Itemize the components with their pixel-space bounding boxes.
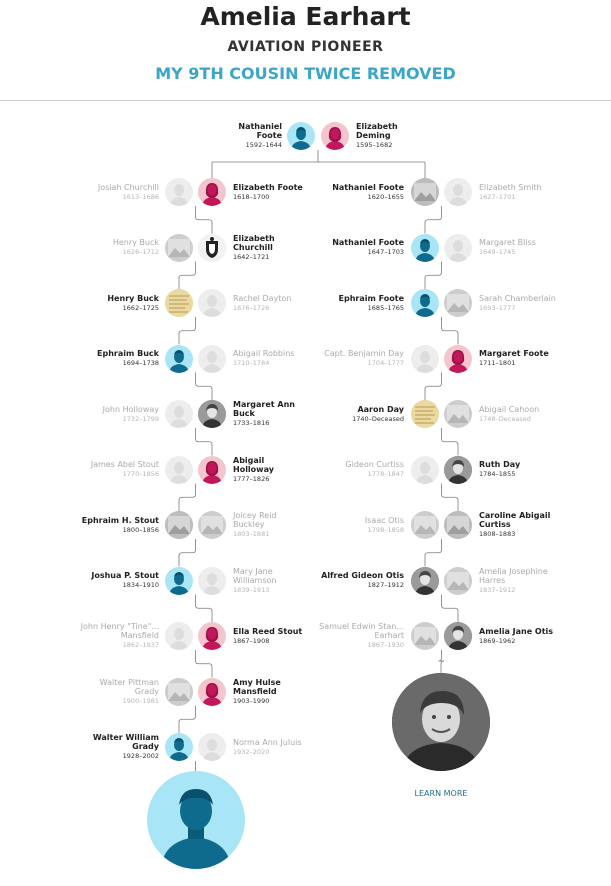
my-avatar-icon <box>147 771 245 869</box>
person-name: Isaac Otis <box>364 515 404 525</box>
connector-line <box>442 428 459 456</box>
unknown-avatar-icon[interactable] <box>444 178 472 206</box>
person-name: James Abel Stout <box>90 460 159 469</box>
connector-line <box>196 428 213 456</box>
page-subtitle: AVIATION PIONEER <box>227 39 384 55</box>
person-dates: 1592–1644 <box>245 141 282 149</box>
photo-icon[interactable] <box>165 511 193 539</box>
person-card[interactable] <box>233 678 303 706</box>
person-name: Walter William Grady <box>92 733 159 751</box>
person-card[interactable] <box>74 460 159 479</box>
male-avatar-icon[interactable] <box>165 567 193 595</box>
connector-line <box>425 539 442 567</box>
person-dates: 1900–1981 <box>122 696 159 705</box>
person-dates: 1694–1738 <box>122 359 159 367</box>
person-name: Abigail Robbins <box>233 349 295 358</box>
person-name: Margaret Ann Buck <box>233 400 295 418</box>
person-name: Sarah Chamberlain <box>479 293 556 303</box>
person-dates: 1710–1784 <box>233 359 270 367</box>
person-dates: 1803–1881 <box>233 530 270 538</box>
person-card[interactable] <box>356 122 416 150</box>
photo-icon[interactable] <box>444 289 472 317</box>
person-card[interactable] <box>319 183 404 202</box>
person-card[interactable] <box>233 294 303 313</box>
person-dates: 1867–1930 <box>367 641 404 649</box>
connector-line <box>179 317 196 345</box>
person-name: Amelia Jane Otis <box>479 626 554 636</box>
male-avatar-icon[interactable] <box>411 289 439 317</box>
connector-line <box>196 373 213 401</box>
photo-icon[interactable] <box>198 511 226 539</box>
unknown-avatar-icon[interactable] <box>165 178 193 206</box>
person-name: Henry Buck <box>107 293 159 303</box>
male-avatar-icon[interactable] <box>287 122 315 150</box>
person-name: Gideon Curtiss <box>345 460 404 469</box>
person-card[interactable] <box>74 238 159 257</box>
person-dates: 1862–1937 <box>122 641 159 649</box>
person-card[interactable] <box>233 567 303 595</box>
person-name: Josiah Churchill <box>97 182 159 192</box>
person-name: Rachel Dayton <box>233 293 292 303</box>
connector-line <box>425 206 442 234</box>
person-card[interactable] <box>309 622 404 650</box>
person-name: Caroline Abigail Curtiss <box>479 511 551 529</box>
portrait-photo-icon[interactable] <box>198 400 226 428</box>
person-card[interactable] <box>319 294 404 313</box>
person-card[interactable] <box>74 516 159 535</box>
person-name: Capt. Benjamin Day <box>324 349 404 358</box>
person-name: Alfred Gideon Otis <box>321 571 404 580</box>
person-card[interactable] <box>233 349 303 368</box>
person-name: Joshua P. Stout <box>91 571 159 580</box>
person-card[interactable] <box>479 405 559 424</box>
person-dates: 1834–1910 <box>122 581 159 589</box>
connector-line <box>442 595 459 623</box>
person-dates: 1784–1855 <box>479 470 516 478</box>
person-name: Joicey Reid Buckley <box>233 511 277 529</box>
person-name: Elizabeth Deming <box>356 122 398 140</box>
person-name: Amelia Josephine Harres <box>479 566 548 585</box>
person-dates: 1595–1682 <box>356 141 393 149</box>
person-card[interactable] <box>309 460 404 479</box>
person-name: John Henry "Tine"... Mansfield <box>80 622 159 640</box>
person-name: Ephraim Buck <box>97 349 159 358</box>
person-name: Ephraim H. Stout <box>81 515 159 525</box>
person-card[interactable] <box>233 627 303 646</box>
male-avatar-icon[interactable] <box>165 733 193 761</box>
page-title: Amelia Earhart <box>200 2 411 31</box>
document-icon[interactable] <box>165 289 193 317</box>
unknown-avatar-icon[interactable] <box>165 400 193 428</box>
relationship-label: MY 9TH COUSIN TWICE REMOVED <box>155 64 456 83</box>
person-name: Elizabeth Foote <box>233 182 303 192</box>
amelia-earhart-photo <box>392 673 490 771</box>
person-dates: 1620–1655 <box>367 192 404 201</box>
person-card[interactable] <box>233 400 303 428</box>
unknown-avatar-icon[interactable] <box>411 456 439 484</box>
person-dates: 1647–1703 <box>367 248 404 256</box>
unknown-avatar-icon[interactable] <box>165 622 193 650</box>
person-card[interactable] <box>479 511 559 539</box>
person-dates: 1837–1912 <box>479 585 516 594</box>
person-dates: 1618–1700 <box>233 192 270 201</box>
connector-line <box>442 317 459 345</box>
person-card[interactable] <box>479 294 559 313</box>
female-avatar-icon[interactable] <box>198 622 226 650</box>
unknown-avatar-icon[interactable] <box>444 234 472 262</box>
female-avatar-icon[interactable] <box>321 122 349 150</box>
person-card[interactable] <box>222 122 282 150</box>
connector-line <box>179 262 196 290</box>
person-card[interactable] <box>74 571 159 590</box>
unknown-avatar-icon[interactable] <box>165 456 193 484</box>
person-name: Aaron Day <box>357 404 404 414</box>
person-name: Abigail Holloway <box>233 455 274 474</box>
unknown-avatar-icon[interactable] <box>198 567 226 595</box>
female-avatar-icon[interactable] <box>198 678 226 706</box>
person-card[interactable] <box>233 738 303 757</box>
person-dates: 1827–1912 <box>367 581 404 589</box>
person-dates: 1903–1990 <box>233 696 270 705</box>
person-card[interactable] <box>74 622 159 650</box>
person-dates: 1642–1721 <box>233 252 270 261</box>
connector-line <box>425 373 442 401</box>
unknown-avatar-icon[interactable] <box>411 345 439 373</box>
person-dates: 1748–Deceased <box>479 414 531 423</box>
person-card[interactable] <box>319 405 404 424</box>
person-name: Abigail Cahoon <box>479 404 540 414</box>
person-name: Elizabeth Churchill <box>233 233 275 252</box>
person-card[interactable] <box>233 456 303 484</box>
person-card[interactable] <box>479 183 559 202</box>
connector-line <box>196 595 213 623</box>
person-dates: 1800–1856 <box>122 525 159 534</box>
connector-line <box>179 706 196 734</box>
person-card[interactable] <box>479 567 559 595</box>
person-card[interactable] <box>233 511 303 539</box>
person-name: Nathaniel Foote <box>332 238 404 247</box>
male-avatar-icon[interactable] <box>411 234 439 262</box>
person-name: Nathaniel Foote <box>332 182 404 192</box>
person-name: Margaret Bliss <box>479 238 536 247</box>
connector-line <box>425 262 442 290</box>
person-card[interactable] <box>74 294 159 313</box>
person-name: Mary Jane Williamson <box>233 566 277 585</box>
person-card[interactable] <box>74 349 159 368</box>
connector-line <box>179 539 196 567</box>
person-dates: 1693–1777 <box>479 303 516 312</box>
photo-icon[interactable] <box>444 400 472 428</box>
learn-more-link[interactable]: LEARN MORE <box>414 789 468 798</box>
person-card[interactable] <box>479 460 559 479</box>
unknown-avatar-icon[interactable] <box>198 345 226 373</box>
person-dates: 1732–1799 <box>122 414 159 423</box>
photo-icon[interactable] <box>444 511 472 539</box>
photo-icon[interactable] <box>411 178 439 206</box>
portrait-photo-icon[interactable] <box>411 567 439 595</box>
person-card[interactable] <box>233 234 303 262</box>
person-dates: 1627–1701 <box>479 192 516 201</box>
person-name: Ella Reed Stout <box>233 626 303 636</box>
person-dates: 1770–1856 <box>122 470 159 478</box>
person-card[interactable] <box>479 349 559 368</box>
person-card[interactable] <box>309 516 404 535</box>
person-name: Henry Buck <box>112 238 159 247</box>
unknown-avatar-icon[interactable] <box>198 733 226 761</box>
person-name: Margaret Foote <box>479 349 549 358</box>
person-name: Nathaniel Foote <box>238 122 282 140</box>
person-name: Samuel Edwin Stan... Earhart <box>319 622 404 640</box>
person-card[interactable] <box>74 733 159 761</box>
connector-line <box>442 484 459 512</box>
person-name: Ruth Day <box>479 460 521 469</box>
person-dates: 1649–1745 <box>479 248 516 256</box>
person-card[interactable] <box>74 405 159 424</box>
person-dates: 1928–2002 <box>122 752 159 760</box>
person-card[interactable] <box>74 678 159 706</box>
document-icon[interactable] <box>411 400 439 428</box>
photo-icon[interactable] <box>411 511 439 539</box>
person-dates: 1808–1883 <box>479 530 516 538</box>
person-dates: 1778–1847 <box>367 470 404 478</box>
female-avatar-icon[interactable] <box>444 345 472 373</box>
person-name: Amy Hulse Mansfield <box>233 677 281 696</box>
person-card[interactable] <box>479 627 559 646</box>
person-dates: 1704–1777 <box>367 359 404 367</box>
person-card[interactable] <box>319 571 404 590</box>
person-dates: 1932–2020 <box>233 747 270 756</box>
connector-line <box>179 484 196 512</box>
person-dates: 1869–1962 <box>479 636 516 645</box>
connector-line <box>439 650 445 673</box>
person-dates: 1662–1725 <box>122 303 159 312</box>
person-name: Elizabeth Smith <box>479 182 542 192</box>
connector-line <box>196 206 213 234</box>
person-dates: 1613–1686 <box>122 192 159 201</box>
unknown-avatar-icon[interactable] <box>198 289 226 317</box>
person-card[interactable] <box>319 238 404 257</box>
person-dates: 1685–1765 <box>367 303 404 312</box>
person-card[interactable] <box>233 183 303 202</box>
person-name: John Holloway <box>102 404 159 414</box>
person-name: Walter Pittman Grady <box>99 677 159 696</box>
coat-of-arms-icon[interactable] <box>198 234 226 262</box>
photo-icon[interactable] <box>165 678 193 706</box>
person-dates: 1711–1801 <box>479 359 516 367</box>
person-card[interactable] <box>309 349 404 368</box>
person-dates: 1676–1726 <box>233 303 270 312</box>
male-avatar-icon[interactable] <box>165 345 193 373</box>
person-dates: 1626–1712 <box>122 248 159 256</box>
person-dates: 1777–1826 <box>233 474 270 483</box>
person-dates: 1740–Deceased <box>352 414 404 423</box>
person-dates: 1798–1858 <box>367 525 404 534</box>
person-dates: 1839–1913 <box>233 585 270 594</box>
person-name: Norma Ann Juluis <box>233 737 302 747</box>
female-avatar-icon[interactable] <box>198 178 226 206</box>
photo-icon[interactable] <box>165 234 193 262</box>
person-dates: 1867–1908 <box>233 636 270 645</box>
photo-icon[interactable] <box>411 622 439 650</box>
person-dates: 1733–1816 <box>233 419 270 427</box>
portrait-photo-icon[interactable] <box>444 456 472 484</box>
female-avatar-icon[interactable] <box>198 456 226 484</box>
person-card[interactable] <box>74 183 159 202</box>
photo-icon[interactable] <box>444 567 472 595</box>
connector-line <box>196 650 213 678</box>
portrait-photo-icon[interactable] <box>444 622 472 650</box>
person-name: Ephraim Foote <box>338 293 404 303</box>
person-card[interactable] <box>479 238 559 257</box>
